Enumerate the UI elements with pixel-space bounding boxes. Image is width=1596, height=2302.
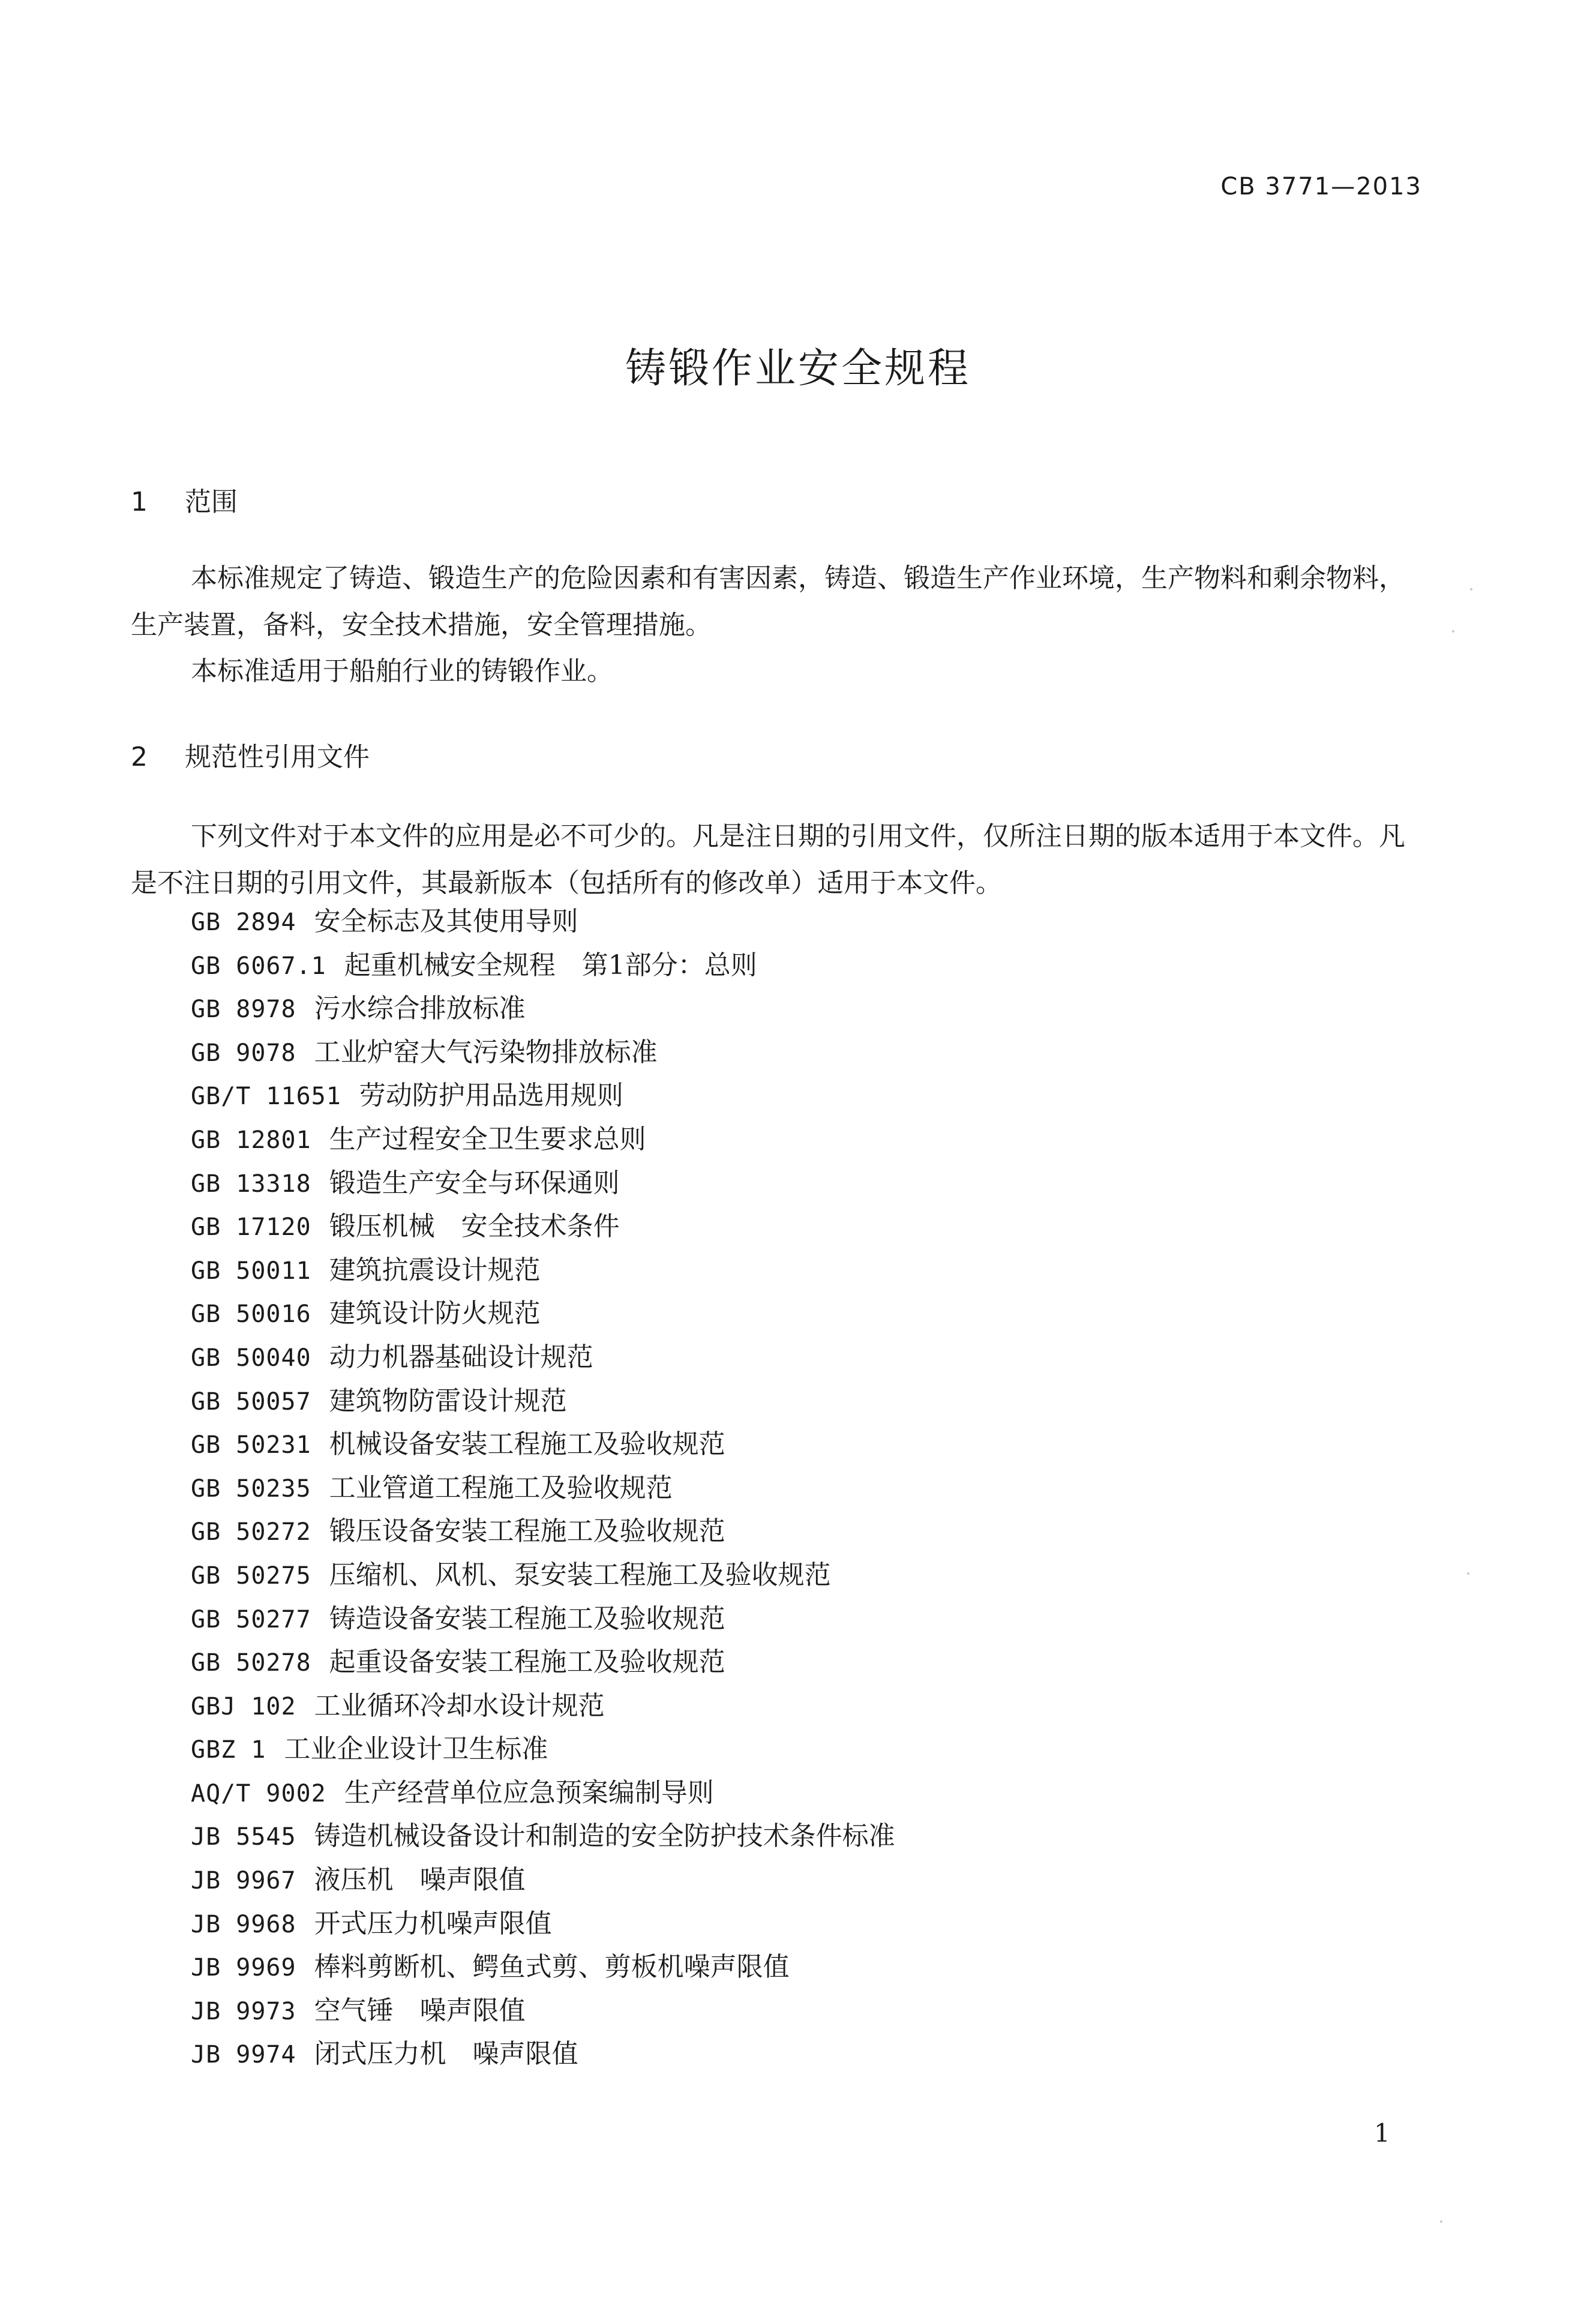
reference-code: GB 6067.1 (191, 952, 326, 980)
reference-code: JB 9974 (191, 2041, 296, 2069)
reference-title: 生产过程安全卫生要求总则 (329, 1123, 646, 1155)
standard-code: CB 3771—2013 (1220, 173, 1422, 200)
reference-title: 建筑设计防火规范 (329, 1298, 541, 1329)
reference-title: 污水综合排放标准 (314, 993, 526, 1024)
document-title: 铸锻作业安全规程 (625, 345, 971, 392)
section-number: 1 (131, 487, 148, 517)
reference-item (191, 1118, 895, 1162)
reference-title: 安全标志及其使用导则 (314, 906, 578, 937)
scope-applicability: 本标准适用于船舶行业的铸锻作业。 (191, 656, 613, 687)
reference-code: GB 50278 (191, 1649, 311, 1677)
reference-code: GB 50016 (191, 1300, 311, 1329)
reference-list (191, 900, 895, 2076)
reference-code: AQ/T 9002 (191, 1779, 326, 1808)
scan-speck (1452, 630, 1454, 633)
reference-item (191, 1249, 895, 1293)
reference-item (191, 1205, 895, 1249)
section-number: 2 (131, 742, 148, 772)
reference-title: 建筑物防雷设计规范 (329, 1385, 567, 1416)
reference-item (191, 1423, 895, 1467)
reference-item (191, 900, 895, 944)
reference-code: GB 50272 (191, 1518, 311, 1546)
reference-code: JB 9968 (191, 1910, 296, 1938)
reference-title: 工业循环冷却水设计规范 (314, 1690, 605, 1721)
reference-title: 动力机器基础设计规范 (329, 1341, 593, 1372)
reference-title: 劳动防护用品选用规则 (359, 1080, 623, 1111)
reference-item (191, 1510, 895, 1554)
reference-title: 闭式压力机 噪声限值 (314, 2039, 578, 2070)
reference-item (191, 1467, 895, 1510)
reference-title: 工业管道工程施工及验收规范 (329, 1472, 673, 1503)
reference-item (191, 1728, 895, 1772)
reference-title: 锻压机械 安全技术条件 (329, 1211, 620, 1242)
scan-speck (1467, 1572, 1469, 1575)
reference-code: JB 5545 (191, 1823, 296, 1851)
reference-code: JB 9973 (191, 1997, 296, 2025)
reference-item (191, 1597, 895, 1641)
section-heading-normative-refs (131, 735, 370, 774)
reference-title: 锻造生产安全与环保通则 (329, 1167, 620, 1198)
reference-item (191, 1380, 895, 1423)
normative-refs-intro: 下列文件对于本文件的应用是必不可少的。凡是注日期的引用文件，仅所注日期的版本适用于本文件。凡是不注日期的引用文件，其最新版本（包括所有的修改单）适用于本文件。 (131, 821, 1405, 898)
reference-code: GBJ 102 (191, 1692, 296, 1720)
reference-title: 开式压力机噪声限值 (314, 1908, 552, 1939)
reference-item (191, 1641, 895, 1684)
scope-paragraph: 本标准规定了铸造、锻造生产的危险因素和有害因素，铸造、锻造生产作业环境，生产物料和剩余物料，生产装置，备料，安全技术措施，安全管理措施。 (131, 563, 1405, 640)
reference-code: GB 2894 (191, 909, 296, 936)
reference-item (191, 1946, 895, 1989)
reference-item (191, 1902, 895, 1946)
reference-title: 铸造机械设备设计和制造的安全防护技术条件标准 (314, 1821, 895, 1852)
reference-code: JB 9967 (191, 1867, 296, 1895)
reference-title: 起重设备安装工程施工及验收规范 (329, 1647, 725, 1678)
reference-item (191, 1859, 895, 1902)
reference-title: 生产经营单位应急预案编制导则 (344, 1777, 714, 1808)
reference-title: 铸造设备安装工程施工及验收规范 (329, 1603, 725, 1634)
reference-code: GB 50275 (191, 1561, 311, 1590)
reference-code: GB 50011 (191, 1257, 311, 1285)
reference-code: GB 50277 (191, 1605, 311, 1633)
reference-item (191, 987, 895, 1031)
reference-code: GB 13318 (191, 1170, 311, 1198)
reference-code: GB 17120 (191, 1213, 311, 1242)
reference-code: GB 50235 (191, 1474, 311, 1503)
reference-title: 液压机 噪声限值 (314, 1865, 526, 1896)
reference-item (191, 1772, 895, 1815)
reference-code: GB 50040 (191, 1344, 311, 1372)
scan-speck (1470, 588, 1472, 591)
reference-code: GB 12801 (191, 1126, 311, 1154)
scan-speck (1440, 2220, 1442, 2223)
reference-code: JB 9969 (191, 1954, 296, 1982)
reference-code: GBZ 1 (191, 1736, 266, 1764)
reference-item (191, 1815, 895, 1859)
reference-code: GB 50231 (191, 1431, 311, 1459)
section-heading-scope (131, 480, 238, 518)
section-title: 范围 (185, 487, 238, 517)
reference-title: 棒料剪断机、鳄鱼式剪、剪板机噪声限值 (314, 1952, 790, 1983)
reference-code: GB 8978 (191, 996, 296, 1024)
reference-item (191, 1336, 895, 1380)
reference-item (191, 2033, 895, 2076)
reference-item (191, 1074, 895, 1118)
reference-title: 空气锤 噪声限值 (314, 1995, 526, 2026)
reference-item (191, 1684, 895, 1728)
reference-code: GB 50057 (191, 1387, 311, 1416)
reference-item (191, 1031, 895, 1075)
reference-title: 压缩机、风机、泵安装工程施工及验收规范 (329, 1559, 831, 1590)
reference-code: GB/T 11651 (191, 1083, 341, 1111)
reference-title: 机械设备安装工程施工及验收规范 (329, 1429, 725, 1460)
reference-title: 锻压设备安装工程施工及验收规范 (329, 1516, 725, 1547)
section-title: 规范性引用文件 (185, 742, 370, 772)
reference-item (191, 1989, 895, 2033)
reference-title: 起重机械安全规程 第1部分：总则 (344, 949, 757, 981)
reference-title: 建筑抗震设计规范 (329, 1254, 541, 1285)
reference-item (191, 1292, 895, 1336)
reference-item (191, 1162, 895, 1206)
reference-item (191, 944, 895, 988)
reference-title: 工业炉窑大气污染物排放标准 (314, 1036, 658, 1068)
reference-item (191, 1554, 895, 1597)
reference-code: GB 9078 (191, 1039, 296, 1067)
reference-title: 工业企业设计卫生标准 (284, 1734, 548, 1765)
page-number: 1 (1374, 2118, 1390, 2148)
